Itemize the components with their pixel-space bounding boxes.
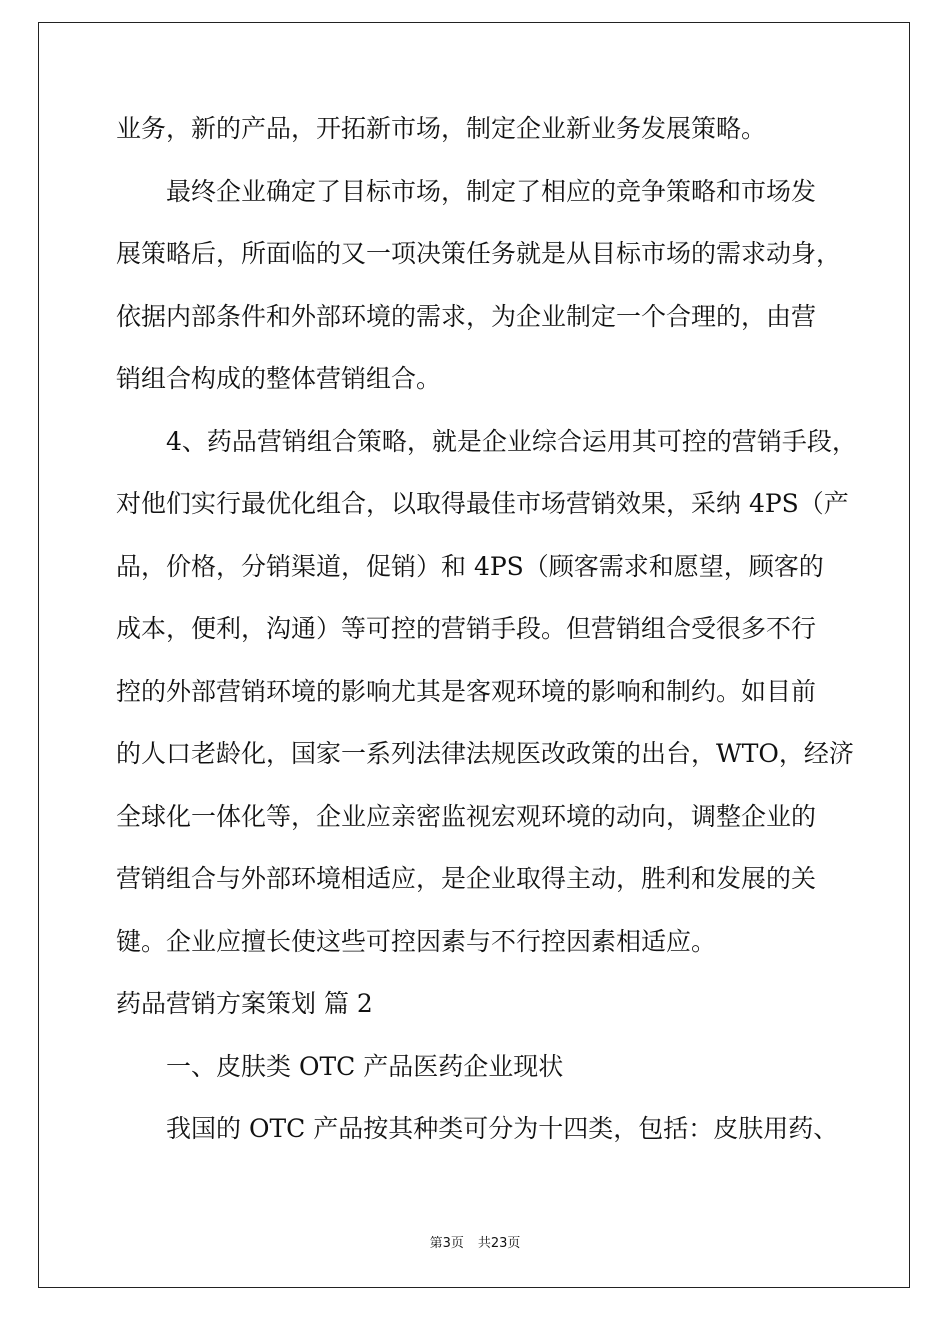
page-footer xyxy=(0,1232,950,1251)
text-line: 最终企业确定了目标市场，制定了相应的竞争策略和市场发 xyxy=(166,176,817,206)
text-line: 的人口老龄化，国家一系列法律法规医改政策的出台，WTO，经济 xyxy=(116,739,854,768)
total-page-count: 共23页 xyxy=(477,1236,521,1251)
current-page-number: 第3页 xyxy=(429,1236,464,1251)
text-line: 全球化一体化等，企业应亲密监视宏观环境的动向，调整企业的 xyxy=(116,801,817,831)
text-line: 品，价格，分销渠道，促销）和 4PS（顾客需求和愿望，顾客的 xyxy=(116,551,824,581)
text-line: 键。企业应擅长使这些可控因素与不行控因素相适应。 xyxy=(116,926,717,956)
text-line: 展策略后，所面临的又一项决策任务就是从目标市场的需求动身， xyxy=(116,239,842,268)
section-heading: 药品营销方案策划 篇 2 xyxy=(116,989,373,1018)
text-line: 我国的 OTC 产品按其种类可分为十四类，包括：皮肤用药、 xyxy=(166,1114,839,1143)
document-body xyxy=(116,98,857,1161)
text-line: 依据内部条件和外部环境的需求，为企业制定一个合理的，由营 xyxy=(116,301,817,331)
text-line: 销组合构成的整体营销组合。 xyxy=(116,364,442,393)
subsection-heading: 一、皮肤类 OTC 产品医药企业现状 xyxy=(166,1051,564,1081)
text-line: 成本，便利，沟通）等可控的营销手段。但营销组合受很多不行 xyxy=(116,614,817,643)
text-line: 业务，新的产品，开拓新市场，制定企业新业务发展策略。 xyxy=(116,114,767,143)
text-line: 控的外部营销环境的影响尤其是客观环境的影响和制约。如目前 xyxy=(116,676,817,706)
text-line: 对他们实行最优化组合，以取得最佳市场营销效果，采纳 4PS（产 xyxy=(116,489,849,518)
text-line: 营销组合与外部环境相适应，是企业取得主动，胜利和发展的关 xyxy=(116,864,817,893)
text-line: 4、药品营销组合策略，就是企业综合运用其可控的营销手段， xyxy=(166,426,857,456)
